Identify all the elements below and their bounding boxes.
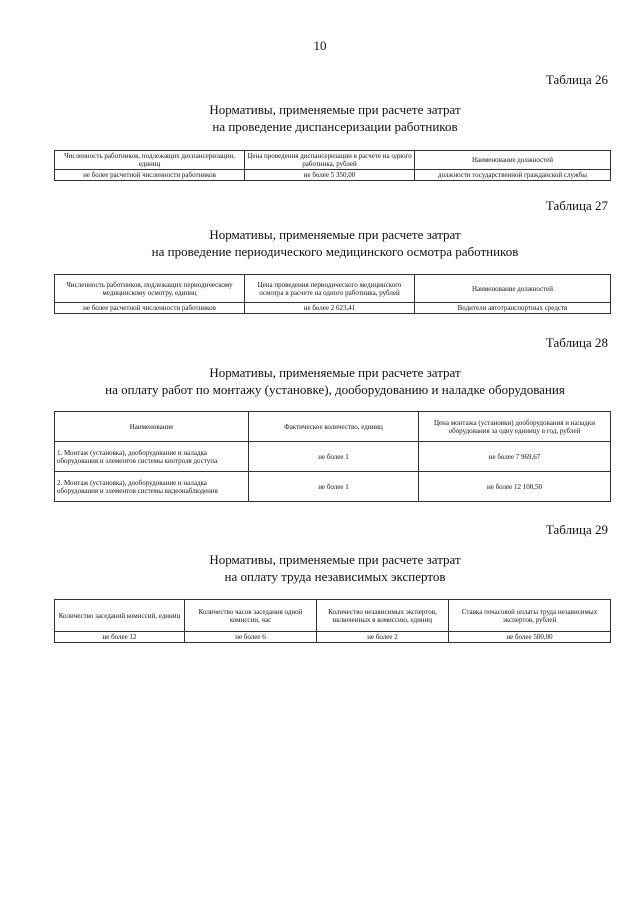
table-header-cell: Количество часов заседания одной комиссии, час: [185, 600, 317, 632]
table-header-row: [55, 412, 611, 442]
table-28-title: [0, 364, 640, 398]
table-cell: не более 6: [185, 632, 317, 643]
table-26-title-line-2: на проведение диспансеризации работников: [212, 119, 458, 134]
table-header-cell: Количество заседаний комиссий, единиц: [55, 600, 185, 632]
table-29-title-line-1: Нормативы, применяемые при расчете затрат: [209, 552, 461, 567]
table-header-cell: Наименование: [55, 412, 249, 442]
table-cell: не более 2: [317, 632, 449, 643]
table-header-row: [55, 275, 611, 303]
table-row: [55, 303, 611, 314]
table-28-title-line-1: Нормативы, применяемые при расчете затрат: [209, 365, 461, 380]
table-header-cell: Наименование должностей: [415, 151, 611, 170]
table-cell: не более 1: [249, 472, 419, 502]
table-header-cell: Численность работников, подлежащих периодическому медицинскому осмотру, единиц: [55, 275, 245, 303]
table-cell: не более 500,00: [449, 632, 611, 643]
table-cell: не более 7 969,67: [419, 442, 611, 472]
table-header-cell: Цена проведения диспансеризации в расчете на одного работника, рублей: [245, 151, 415, 170]
table-cell: не более расчетной численности работников: [55, 303, 245, 314]
table-row: [55, 170, 611, 181]
table-cell: не более расчетной численности работников: [55, 170, 245, 181]
table-26-title: [0, 101, 640, 135]
table-header-cell: Цена проведения периодического медицинского осмотра в расчете на одного работника, рублей: [245, 275, 415, 303]
table-row: [55, 472, 611, 502]
table-cell: 1. Монтаж (установка), дооборудование и наладка оборудования и элементов системы контроля доступа: [55, 442, 249, 472]
table-cell: не более 12 100,50: [419, 472, 611, 502]
table-26-title-line-1: Нормативы, применяемые при расчете затрат: [209, 102, 461, 117]
table-26: [54, 150, 611, 181]
table-27-title-line-2: на проведение периодического медицинского осмотра работников: [151, 244, 519, 259]
table-29-title: [0, 551, 640, 585]
table-row: [55, 442, 611, 472]
table-29-label: Таблица 29: [545, 522, 608, 537]
table-cell: не более 2 623,41: [245, 303, 415, 314]
table-28: [54, 411, 611, 502]
table-header-cell: Ставка почасовой оплаты труда независимых экспертов, рублей: [449, 600, 611, 632]
table-header-cell: Численность работников, подлежащих диспансеризации, единиц: [55, 151, 245, 170]
table-header-row: [55, 151, 611, 170]
table-header-cell: Цена монтажа (установки) дооборудования и наладки оборудования за одну единицу в год, рублей: [419, 412, 611, 442]
table-cell: должности государственной гражданской службы: [415, 170, 611, 181]
table-28-label: Таблица 28: [545, 335, 608, 350]
table-cell: 2. Монтаж (установка), дооборудование и наладка оборудования и элементов системы видеонаблюдения: [55, 472, 249, 502]
table-27-title: [0, 226, 640, 260]
table-cell: Водители автотранспортных средств: [415, 303, 611, 314]
page-number: 10: [313, 38, 327, 53]
table-27-title-line-1: Нормативы, применяемые при расчете затрат: [209, 227, 461, 242]
table-cell: не более 12: [55, 632, 185, 643]
table-28-title-line-2: на оплату работ по монтажу (установке), дооборудованию и наладке оборудования: [105, 382, 565, 397]
table-cell: не более 5 350,00: [245, 170, 415, 181]
table-header-cell: Фактическое количество, единиц: [249, 412, 419, 442]
table-header-cell: Наименование должностей: [415, 275, 611, 303]
table-26-label: Таблица 26: [545, 72, 608, 87]
table-29: [54, 599, 611, 643]
table-row: [55, 632, 611, 643]
table-27-label: Таблица 27: [545, 198, 608, 213]
table-header-row: [55, 600, 611, 632]
table-29-title-line-2: на оплату труда независимых экспертов: [224, 569, 446, 584]
table-cell: не более 1: [249, 442, 419, 472]
table-header-cell: Количество независимых экспертов, включенных в комиссию, единиц: [317, 600, 449, 632]
table-27: [54, 274, 611, 314]
